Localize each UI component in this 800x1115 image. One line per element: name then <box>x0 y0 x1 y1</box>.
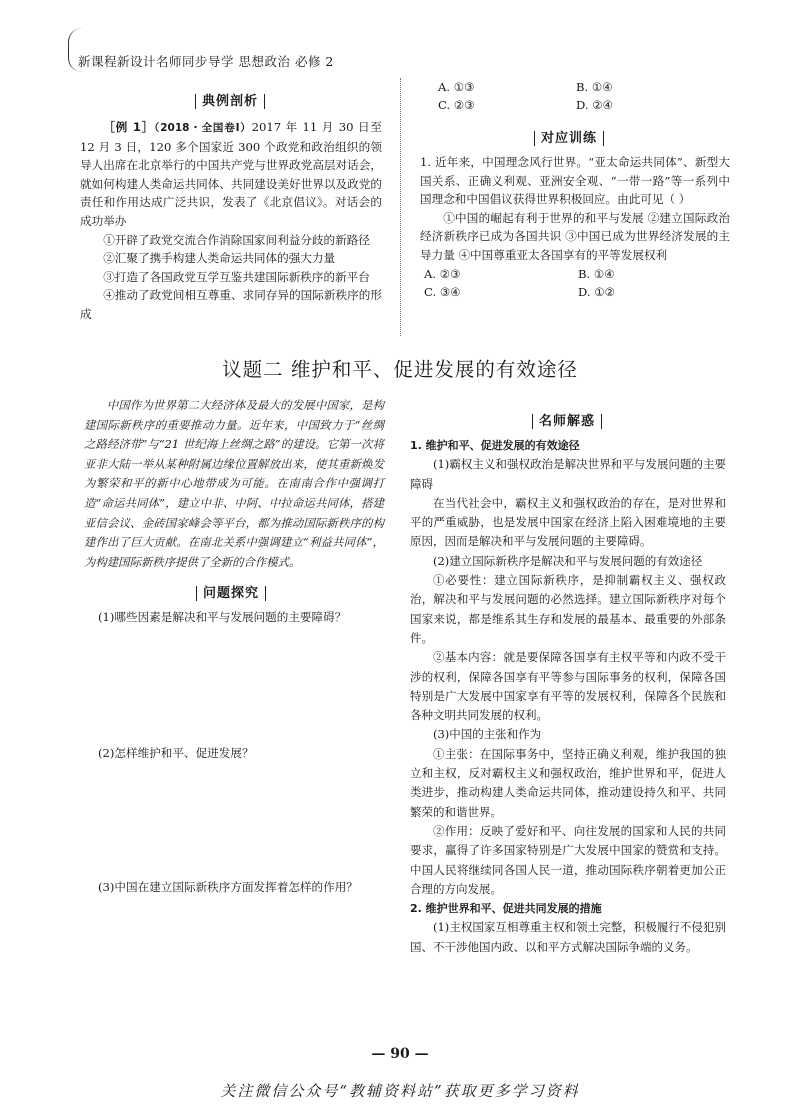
example-source: （2018・全国卷Ⅰ） <box>154 122 252 134</box>
option-c: C. ③④ <box>424 284 461 299</box>
running-header: 新课程新设计名师同步导学 思想政治 必修 2 <box>78 54 334 69</box>
option-c: C. ②③ <box>438 98 475 112</box>
explanation-paragraph: (3)中国的主张和作为 <box>433 727 542 742</box>
explanation-paragraph: (1)主权国家互相尊重主权和领土完整，积极履行不侵犯别国、不干涉他国内政、以和平方式解决国际争端的义务。 <box>410 920 726 954</box>
section-label-example: 典例剖析 <box>195 90 265 109</box>
explanation-heading: 1. 维护和平、促进发展的有效途径 <box>410 439 580 452</box>
explanation-block <box>410 436 726 957</box>
inquiry-question-3: (3)中国在建立国际新秩序方面发挥着怎样的作用？ <box>98 880 358 894</box>
explanation-paragraph: (1)霸权主义和强权政治是解决世界和平与发展问题的主要障碍 <box>410 457 726 491</box>
example-tag: ［例 1］ <box>103 120 155 134</box>
example-options <box>438 78 738 114</box>
page-number: — 90 — <box>371 1046 429 1062</box>
section-label-inquiry: 问题探究 <box>196 582 266 601</box>
section-label-explanation: 名师解惑 <box>532 410 602 429</box>
practice-block <box>420 153 730 301</box>
explanation-paragraph: ②基本内容：就是要保障各国享有主权平等和内政不受干涉的权利，保障各国享有平等参与国际事务的权利，保障各国特别是广大发展中国家享有平等的发展权利，保障各个民族和各种文明共同发展的权利。 <box>410 650 726 723</box>
example-paragraph <box>80 118 382 231</box>
example-item: ②汇聚了携手构建人类命运共同体的强大力量 <box>103 251 336 266</box>
intro-text: 中国作为世界第二大经济体及最大的发展中国家，是构建国际新秩序的重要推动力量。近年来，中国致力于“丝绸之路经济带”与“21 世纪海上丝绸之路”的建设。它第一次将亚非大陆一举从某种附属边缘位置解放出来，使其重新焕发为繁荣和平的新中心地带成为可能。在南南合作中强调打造“命运共同体”，建立中非、中阿、中拉命运共同体，搭建亚信会议、金砖国家峰会等平台，都为推动国际新秩序的构建作出了巨大贡献。在南北关系中强调建立“利益共同体”，为构建国际新秩序提供了全新的合作模式。 <box>84 398 384 569</box>
option-a: A. ②③ <box>424 266 461 281</box>
column-divider <box>400 78 401 336</box>
explanation-paragraph: ①主张：在国际事务中，坚持正确义利观，维护我国的独立和主权，反对霸权主义和强权政治，维护世界和平，促进人类进步，推动构建人类命运共同体，推动建设持久和平、共同繁荣的和谐世界。 <box>410 746 726 819</box>
inquiry-question-1: (1)哪些因素是解决和平与发展问题的主要障碍？ <box>98 610 347 624</box>
option-b: B. ①④ <box>576 80 613 94</box>
example-item: ③打造了各国政党互学互鉴共建国际新秩序的新平台 <box>103 269 370 284</box>
example-item: ①开辟了政党交流合作消除国家间利益分歧的新路径 <box>103 232 370 247</box>
intro-paragraph <box>84 396 384 572</box>
explanation-paragraph: ②作用：反映了爱好和平、向往发展的国家和人民的共同要求，赢得了许多国家特别是广大发展中国家的赞赏和支持。中国人民将继续同各国人民一道，推动国际秩序朝着更加公正合理的方向发展。 <box>410 823 726 896</box>
example-text: 2017 年 11 月 30 日至 12 月 3 日，120 多个国家近 300 个政党和政治组织的领导人出席在北京举行的中国共产党与世界政党高层对话会，就如何构建人类命运共同体、共同建设美好世界以及政党的责任和作用达成广泛共识，发表了《北京倡议》。对话会的成功举办 <box>80 120 382 228</box>
example-block <box>80 118 382 324</box>
option-d: D. ②④ <box>576 98 614 112</box>
option-b: B. ①④ <box>578 266 615 281</box>
explanation-paragraph: ①必要性：建立国际新秩序，是抑制霸权主义、强权政治，解决和平与发展问题的必然选择。建立国际新秩序对每个国家来说，都是维系其生存和发展的最基本、最重要的外部条件。 <box>410 573 726 645</box>
inquiry-question-2: (2)怎样维护和平、促进发展？ <box>98 746 254 760</box>
section-label-practice: 对应训练 <box>534 127 604 146</box>
option-d: D. ①② <box>578 284 616 299</box>
practice-items: ①中国的崛起有利于世界的和平与发展 ②建立国际政治经济新秩序已成为各国共识 ③中国已成为世界经济发展的主导力量 ④中国尊重亚太各国享有的平等发展权利 <box>420 210 730 262</box>
explanation-paragraph: (2)建立国际新秩序是解决和平与发展问题的有效途径 <box>433 553 703 568</box>
explanation-paragraph: 在当代社会中，霸权主义和强权政治的存在，是对世界和平的严重威胁，也是发展中国家在经济上陷入困难境地的主要原因，因而是解决和平与发展问题的主要障碍。 <box>410 495 726 549</box>
footer-note: 关注微信公众号“教辅资料站”获取更多学习资料 <box>220 1082 580 1100</box>
option-a: A. ①③ <box>438 80 475 94</box>
topic-title: 议题二 维护和平、促进发展的有效途径 <box>222 358 578 381</box>
explanation-heading: 2. 维护世界和平、促进共同发展的措施 <box>410 902 602 916</box>
example-item: ④推动了政党间相互尊重、求同存异的国际新秩序的形成 <box>80 288 382 321</box>
practice-question: 1. 近年来，中国理念风行世界。“亚太命运共同体”、新型大国关系、正确义利观、亚洲安全观、“一带一路”等一系列中国理念和中国倡议获得世界积极回应。由此可见（ ） <box>420 155 730 207</box>
